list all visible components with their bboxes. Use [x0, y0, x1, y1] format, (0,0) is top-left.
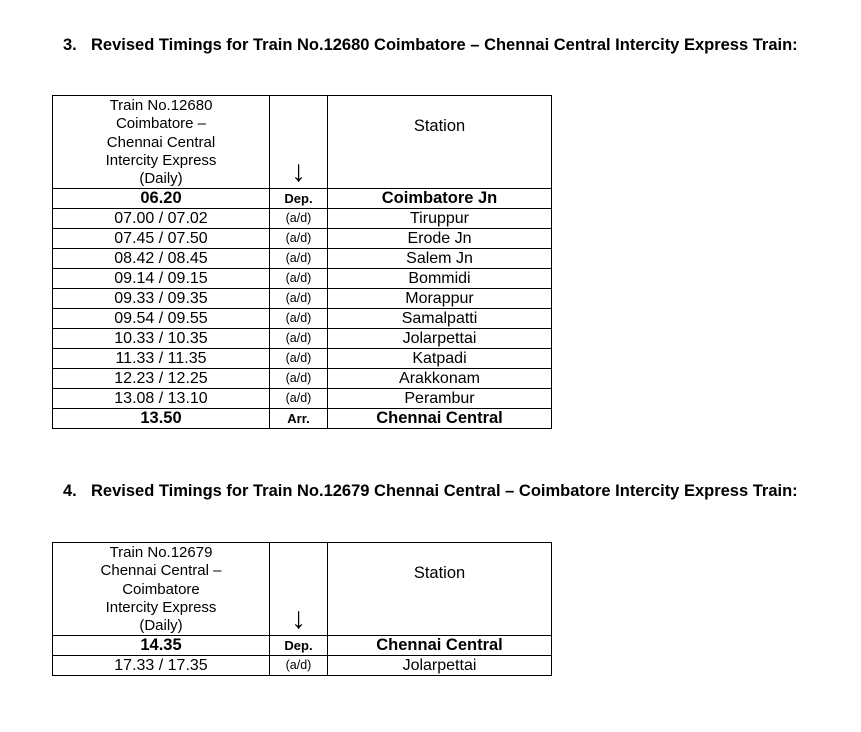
station-cell: Perambur [328, 389, 552, 409]
time-cell: 13.08 / 13.10 [53, 389, 270, 409]
station-cell: Erode Jn [328, 229, 552, 249]
mark-cell: (a/d) [270, 209, 328, 229]
station-header-label: Station [413, 564, 466, 582]
station-cell: Jolarpettai [328, 329, 552, 349]
station-cell: Samalpatti [328, 309, 552, 329]
train-header-line: Train No.12679 [109, 544, 213, 561]
time-cell: 07.45 / 07.50 [53, 229, 270, 249]
mark-cell: (a/d) [270, 656, 328, 676]
station-cell: Arakkonam [328, 369, 552, 389]
direction-arrow-cell [270, 543, 328, 636]
time-cell: 07.00 / 07.02 [53, 209, 270, 229]
station-cell: Tiruppur [328, 209, 552, 229]
time-cell: 06.20 [53, 189, 270, 209]
train-header-line: (Daily) [139, 617, 183, 635]
table-row [53, 249, 552, 269]
timetable-12680 [52, 95, 552, 429]
mark-cell: (a/d) [270, 289, 328, 309]
mark-cell: (a/d) [270, 369, 328, 389]
train-header-cell [53, 543, 270, 636]
station-cell: Chennai Central [328, 636, 552, 656]
time-cell: 10.33 / 10.35 [53, 329, 270, 349]
mark-cell: (a/d) [270, 329, 328, 349]
section-3-heading [63, 36, 811, 55]
time-cell: 11.33 / 11.35 [53, 349, 270, 369]
train-header-line: Intercity Express [105, 151, 217, 169]
table-row [53, 209, 552, 229]
station-cell: Morappur [328, 289, 552, 309]
mark-cell: (a/d) [270, 269, 328, 289]
mark-cell: (a/d) [270, 249, 328, 269]
time-cell: 13.50 [53, 409, 270, 429]
section-3-title: Revised Timings for Train No.12680 Coimbatore – Chennai Central Intercity Express Train: [91, 36, 798, 54]
down-arrow-icon: ↓ [291, 155, 306, 189]
train-header-line: Coimbatore – [115, 115, 207, 133]
train-header-line: Train No.12680 [109, 97, 213, 114]
station-cell: Jolarpettai [328, 656, 552, 676]
time-cell: 14.35 [53, 636, 270, 656]
station-cell: Chennai Central [328, 409, 552, 429]
station-header-label: Station [413, 117, 466, 135]
train-header-cell [53, 96, 270, 189]
train-header-line: Chennai Central – [100, 562, 222, 580]
table-row [53, 349, 552, 369]
station-cell: Salem Jn [328, 249, 552, 269]
mark-cell: (a/d) [270, 309, 328, 329]
table-row [53, 329, 552, 349]
section-4-number: 4. [63, 482, 77, 500]
table-row [53, 189, 552, 209]
mark-cell: Dep. [270, 189, 328, 209]
mark-cell: (a/d) [270, 229, 328, 249]
timetable-12679 [52, 542, 552, 676]
station-cell: Katpadi [328, 349, 552, 369]
time-cell: 12.23 / 12.25 [53, 369, 270, 389]
train-header-line: (Daily) [139, 170, 183, 188]
station-cell: Bommidi [328, 269, 552, 289]
table-row [53, 636, 552, 656]
table-row [53, 269, 552, 289]
mark-cell: (a/d) [270, 349, 328, 369]
table-row [53, 409, 552, 429]
station-header-cell [328, 96, 552, 189]
station-header-cell [328, 543, 552, 636]
section-4-heading [63, 482, 811, 501]
table-row [53, 389, 552, 409]
down-arrow-icon: ↓ [291, 602, 306, 636]
timetable-header-row [53, 543, 552, 636]
mark-cell: (a/d) [270, 389, 328, 409]
direction-arrow-cell [270, 96, 328, 189]
table-row [53, 656, 552, 676]
train-header-line: Intercity Express [105, 598, 217, 616]
time-cell: 09.54 / 09.55 [53, 309, 270, 329]
table-row [53, 289, 552, 309]
table-row [53, 229, 552, 249]
table-row [53, 309, 552, 329]
table-row [53, 369, 552, 389]
timetable-header-row [53, 96, 552, 189]
mark-cell: Arr. [270, 409, 328, 429]
time-cell: 09.14 / 09.15 [53, 269, 270, 289]
time-cell: 08.42 / 08.45 [53, 249, 270, 269]
section-3-number: 3. [63, 36, 77, 54]
train-header-line: Chennai Central [106, 133, 216, 151]
station-cell: Coimbatore Jn [328, 189, 552, 209]
time-cell: 17.33 / 17.35 [53, 656, 270, 676]
section-4-title: Revised Timings for Train No.12679 Chennai Central – Coimbatore Intercity Express Train: [91, 482, 798, 500]
time-cell: 09.33 / 09.35 [53, 289, 270, 309]
train-header-line: Coimbatore [122, 580, 200, 598]
mark-cell: Dep. [270, 636, 328, 656]
